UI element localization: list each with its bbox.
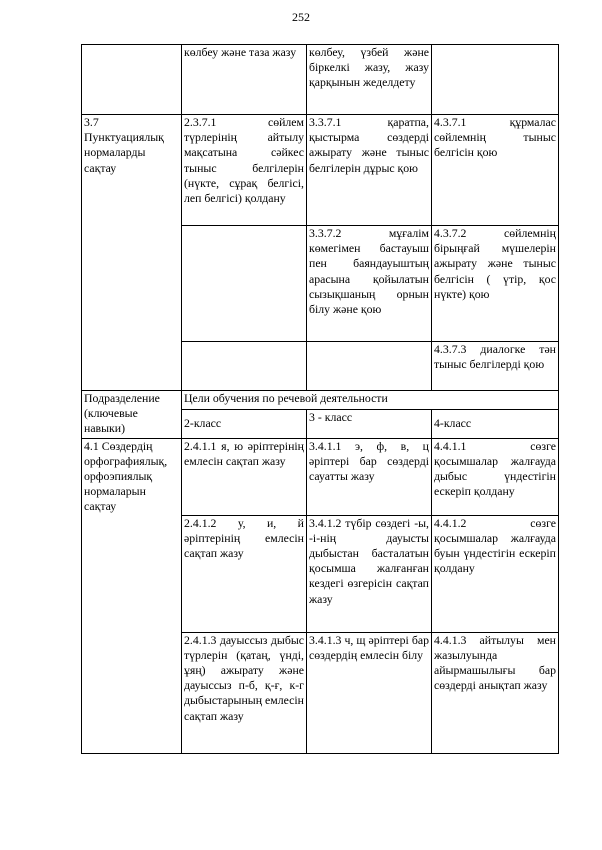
table-cell: 3.4.1.2 түбір сөздегі -ы, -і-нің дауысты дыбыстан басталатын қосымша жалғанған кездегі өзгерісін сақтап жазу: [307, 515, 432, 632]
table-cell: 4.3.7.2 сөйлемнің бірыңғай мүшелерін ажырату және тыныс белгісін ( үтір, қос нүкте) қою: [432, 226, 559, 342]
table-cell: 2.3.7.1 сөйлем түрлерінің айтылу мақсатына сәйкес тыныс белгілерін (нүкте, сұрақ белгісі, леп белгісі) қолдану: [182, 115, 307, 226]
page-number: 252: [292, 10, 310, 24]
table-cell: 4.3.7.3 диалогке тән тыныс белгілерді қою: [432, 342, 559, 391]
table-cell: [307, 342, 432, 391]
table-cell: 4.4.1.2 сөзге қосымшалар жалғауда буын үндестігін ескеріп қолдану: [432, 515, 559, 632]
table-row: [82, 45, 559, 115]
table-cell: 2.4.1.2 у, и, й әріптерінің емлесін сақтап жазу: [182, 515, 307, 632]
grade-3-header: 3 - класс: [307, 410, 432, 439]
table-cell: 3.3.7.1 қаратпа, қыстырма сөздерді ажырату және тыныс белгілерін дұрыс қою: [307, 115, 432, 226]
subsection-header-cell: Подразделение (ключевые навыки): [82, 391, 182, 439]
table-cell: 3.4.1.1 э, ф, в, ц әріптері бар сөздерді сауатты жазу: [307, 438, 432, 515]
table-cell: 2.4.1.3 дауыссыз дыбыс түрлерін (қатаң, үнді, ұяң) ажырату және дауыссыз п-б, қ-ғ, к-г дыбыстарының емлесін сақтап жазу: [182, 632, 307, 753]
table-cell: [82, 45, 182, 115]
table-cell: 4.4.1.3 айтылуы мен жазылуында айырмашылығы бар сөздерді анықтап жазу: [432, 632, 559, 753]
table-cell: 3.4.1.3 ч, щ әріптері бар сөздердің емлесін білу: [307, 632, 432, 753]
grade-2-header: 2-класс: [182, 410, 307, 439]
table-row: [82, 391, 559, 410]
subsection-cell: 3.7 Пунктуациялық нормаларды сақтау: [82, 115, 182, 391]
table-cell: [182, 226, 307, 342]
learning-goals-header: Цели обучения по речевой деятельности: [182, 391, 559, 410]
table-row: [82, 438, 559, 515]
table-cell: [182, 342, 307, 391]
table-cell: 2.4.1.1 я, ю әріптерінің емлесін сақтап жазу: [182, 438, 307, 515]
curriculum-table: [81, 44, 559, 754]
grade-4-header: 4-класс: [432, 410, 559, 439]
table-cell: көлбеу және таза жазу: [182, 45, 307, 115]
table-cell: [432, 45, 559, 115]
table-cell: көлбеу, үзбей және біркелкі жазу, жазу қарқынын жеделдету: [307, 45, 432, 115]
table-cell: 4.3.7.1 құрмалас сөйлемнің тыныс белгісін қою: [432, 115, 559, 226]
subsection-cell: 4.1 Сөздердің орфографиялық, орфоэпиялық нормаларын сақтау: [82, 438, 182, 753]
table-row: [82, 115, 559, 226]
table-cell: 4.4.1.1 сөзге қосымшалар жалғауда дыбыс үндестігін ескеріп қолдану: [432, 438, 559, 515]
table-cell: 3.3.7.2 мұғалім көмегімен бастауыш пен баяндауыштың арасына қойылатын сызықшаның орнын білу және қою: [307, 226, 432, 342]
